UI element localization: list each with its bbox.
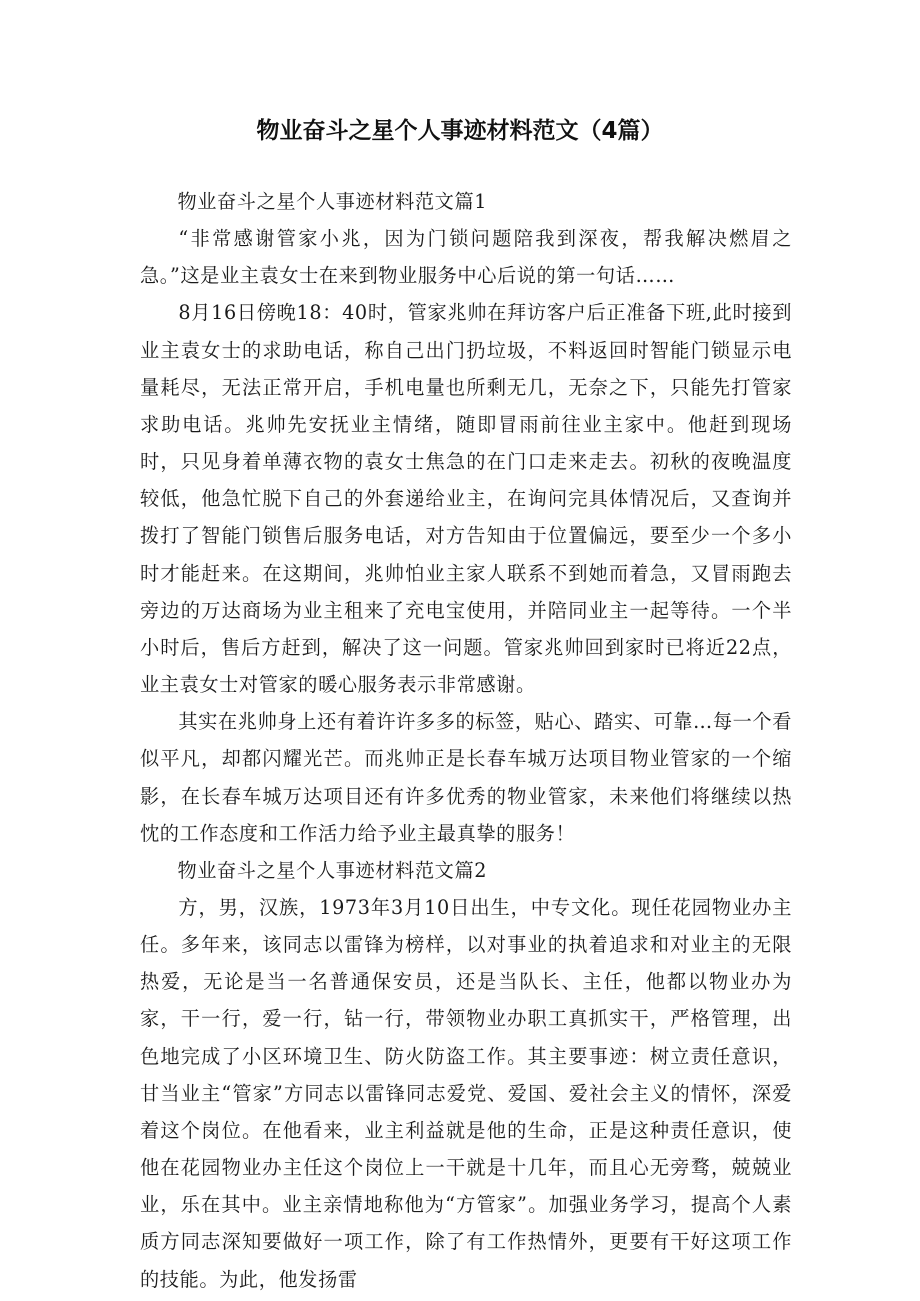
section-1-paragraph-2: 8月16日傍晚18：40时，管家兆帅在拜访客户后正准备下班,此时接到业主袁女士的求助电话，称自己出门扔垃圾，不料返回时智能门锁显示电量耗尽，无法正常开启，手机电量也所剩无几，无奈之下，只能先打管家求助电话。兆帅先安抚业主情绪，随即冒雨前往业主家中。他赶到现场时，只见身着单薄衣物的袁女士焦急的在门口走来走去。初秋的夜晚温度较低，他急忙脱下自己的外套递给业主，在询问完具体情况后，又查询并拨打了智能门锁售后服务电话，对方告知由于位置偏远，要至少一个多小时才能赶来。在这期间，兆帅怕业主家人联系不到她而着急，又冒雨跑去旁边的万达商场为业主租来了充电宝使用，并陪同业主一起等待。一个半小时后，售后方赶到，解决了这一问题。管家兆帅回到家时已将近22点，业主袁女士对管家的暖心服务表示非常感谢。 [140,301,792,697]
document-title: 物业奋斗之星个人事迹材料范文（4篇） [256,118,664,144]
section-2-heading: 物业奋斗之星个人事迹材料范文篇2 [177,858,488,882]
section-1-paragraph-1: “非常感谢管家小兆，因为门锁问题陪我到深夜，帮我解决燃眉之急。”这是业主袁女士在来到物业服务中心后说的第一句话…… [140,227,792,288]
section-2-paragraph-1: 方，男，汉族，1973年3月10日出生，中专文化。现任花园物业办主任。多年来，该同志以雷锋为榜样，以对事业的执着追求和对业主的无限热爱，无论是当一名普通保安员，还是当队长、主任，他都以物业办为家，干一行，爱一行，钻一行，带领物业办职工真抓实干，严格管理，出色地完成了小区环境卫生、防火防盗工作。其主要事迹：树立责任意识，甘当业主“管家”方同志以雷锋同志爱党、爱国、爱社会主义的情怀，深爱着这个岗位。在他看来，业主利益就是他的生命，正是这种责任意识，使他在花园物业办主任这个岗位上一干就是十几年，而且心无旁骛，兢兢业业，乐在其中。业主亲情地称他为“方管家”。加强业务学习，提高个人素质方同志深知要做好一项工作，除了有工作热情外，更要有干好这项工作的技能。为此，他发扬雷 [140,895,792,1291]
document-body [140,183,792,1298]
section-1-paragraph-3: 其实在兆帅身上还有着许许多多的标签，贴心、踏实、可靠…每一个看似平凡，却都闪耀光芒。而兆帅正是长春车城万达项目物业管家的一个缩影，在长春车城万达项目还有许多优秀的物业管家，未来他们将继续以热忱的工作态度和工作活力给予业主最真挚的服务！ [140,710,792,845]
section-1-heading: 物业奋斗之星个人事迹材料范文篇1 [177,190,488,213]
